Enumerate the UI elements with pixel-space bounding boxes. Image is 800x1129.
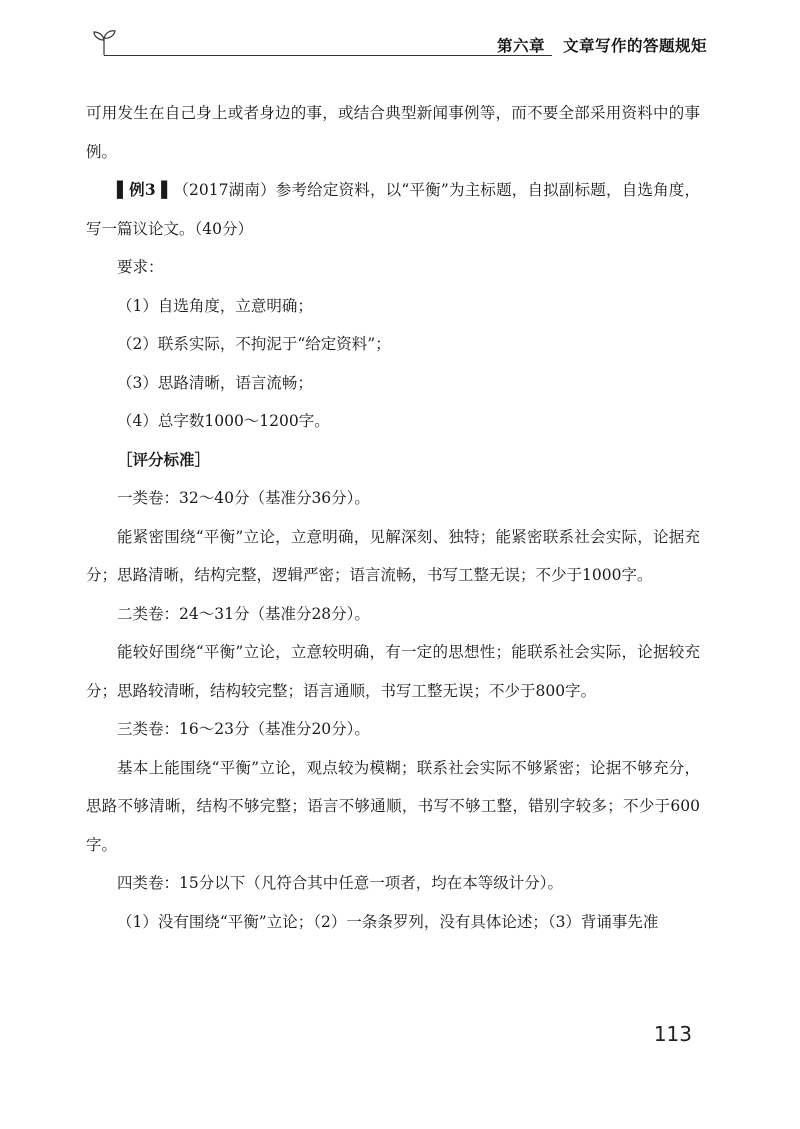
grade-description: 能紧密围绕“平衡”立论，立意明确，见解深刻、独特；能紧密联系社会实际，论据充分；思路清晰，结构完整，逻辑严密；语言流畅，书写工整无误；不少于1000字。 xyxy=(86,527,700,584)
example-tag: ▌例3 ▌ xyxy=(117,180,174,199)
requirement-item: （2）联系实际，不拘泥于“给定资料”； xyxy=(117,335,391,353)
requirements-title: 要求： xyxy=(117,258,164,276)
page-number: 113 xyxy=(653,1022,692,1046)
requirement-item: （3）思路清晰，语言流畅； xyxy=(117,373,313,392)
chapter-title: 文章写作的答题规矩 xyxy=(562,37,707,55)
grade-title: 二类卷：24～31分（基准分28分）。 xyxy=(117,604,370,623)
header-rule xyxy=(104,55,552,56)
example-paragraph xyxy=(86,171,700,248)
grade-title: 三类卷：16～23分（基准分20分）。 xyxy=(117,720,370,738)
page-body xyxy=(86,94,700,941)
grade-description: 基本上能围绕“平衡”立论，观点较为模糊；联系社会实际不够紧密；论据不够充分，思路不够清晰，结构不够完整；语言不够通顺，书写不够工整，错别字较多；不少于600字。 xyxy=(86,758,700,854)
chapter-heading xyxy=(497,34,707,56)
chapter-number: 第六章 xyxy=(496,37,545,55)
continuation-paragraph: 可用发生在自己身上或者身边的事，或结合典型新闻事例等，而不要全部采用资料中的事例。 xyxy=(86,104,700,161)
example-text: （2017湖南）参考给定资料，以“平衡”为主标题，自拟副标题，自选角度，写一篇议论文。（40分） xyxy=(86,181,700,238)
requirement-item: （4）总字数1000～1200字。 xyxy=(117,412,330,430)
running-header xyxy=(92,24,707,64)
grade-title: 一类卷：32～40分（基准分36分）。 xyxy=(117,489,370,507)
criteria-heading: ［评分标准］ xyxy=(117,449,211,469)
sprout-icon xyxy=(92,24,132,64)
grade-description: （1）没有围绕“平衡”立论；（2）一条条罗列，没有具体论述；（3）背诵事先准 xyxy=(117,912,659,931)
grade-title: 四类卷：15分以下（凡符合其中任意一项者，均在本等级计分）。 xyxy=(117,874,563,892)
grade-description: 能较好围绕“平衡”立论，立意较明确，有一定的思想性；能联系社会实际，论据较充分；思路较清晰，结构较完整；语言通顺，书写工整无误；不少于800字。 xyxy=(86,643,700,700)
requirement-item: （1）自选角度，立意明确； xyxy=(117,296,313,315)
